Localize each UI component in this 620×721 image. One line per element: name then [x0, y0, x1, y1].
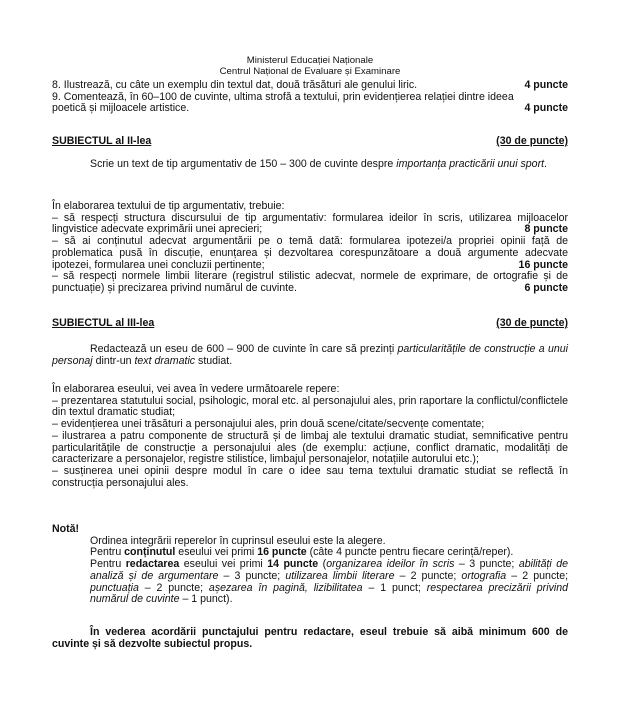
criterion-3-points: 6 puncte	[524, 281, 568, 294]
subject-2-task: Scrie un text de tip argumentativ de 150 – 300 de cuvinte despre importanța practicării unui sport.	[90, 158, 547, 170]
item-8-number: 8.	[52, 79, 61, 91]
item-9	[52, 92, 568, 115]
subject-2-title: SUBIECTUL al II-lea (30 de puncte)	[52, 135, 568, 147]
note-redaction: Pentru redactarea eseului vei primi 14 puncte (organizarea ideilor în scris – 3 puncte; abilități de analiză și de argumentare – 3 puncte; utilizarea limbii literare – 2 puncte; ortografia – 2 puncte; punctuația – 2 puncte; așezarea în pagină, lizibilitatea – 1 punct; respectarea precizării privind numărul de cuvinte – 1 punct).	[90, 558, 569, 606]
criterion-3-text: – să respecți normele limbii literare (registrul stilistic adecvat, normele de exprimare, de ortografie și de punctuație) și precizarea privind numărul de cuvinte.	[52, 270, 568, 294]
subject-2-intro: În elaborarea textului de tip argumentativ, trebuie:	[52, 200, 285, 212]
subject-3-intro: În elaborarea eseului, vei avea în vedere următoarele repere:	[52, 383, 340, 395]
final-note: În vederea acordării punctajului pentru redactare, eseul trebuie să aibă minimum 600 de cuvinte și să dezvolte subiectul propus.	[52, 626, 568, 650]
ministry-name: Ministerul Educației Naționale	[246, 55, 374, 66]
subject-3-guidelines	[52, 384, 568, 489]
criterion-1-text: – să respecți structura discursului de tip argumentativ: formularea ideilor în scris, utilizarea mijloacelor lingvistice adecvate exprimării unei aprecieri;	[52, 211, 568, 236]
subject-2-topic: importanța practicării unui sport	[396, 158, 545, 170]
guideline-2: – evidențierea unei trăsături a personajului ales, prin două scene/citate/secvențe comentate;	[52, 418, 485, 431]
items-list	[52, 80, 568, 115]
notes-section	[52, 524, 568, 606]
criterion-1-points: 8 puncte	[524, 223, 568, 236]
item-9-points: 4 puncte	[524, 102, 568, 115]
subject-3-title: SUBIECTUL al III-lea (30 de puncte)	[52, 317, 568, 329]
note-order: Ordinea integrării reperelor în cuprinsul eseului este la alegere.	[90, 534, 386, 547]
item-9-text-cont: poetică și mijloacele artistice.	[52, 102, 190, 115]
item-8-text: Ilustrează, cu câte un exemplu din textul dat, două trăsături ale genului liric.	[63, 79, 418, 91]
item-9-text: Comentează, în 60–100 de cuvinte, ultima strofă a textului, prin evidențierea relației dintre ideea	[63, 90, 514, 103]
subject-2-points: (30 de puncte)	[496, 135, 568, 147]
evaluation-center-name: Centrul Național de Evaluare și Examinare	[219, 65, 401, 77]
item-8-points: 4 puncte	[524, 79, 568, 91]
subject-2-criteria	[52, 201, 568, 295]
item-9-number: 9.	[52, 90, 61, 103]
criterion-2-points: 16 puncte	[518, 258, 568, 271]
guideline-1: – prezentarea statutului social, psihologic, moral etc. al personajului ales, prin raportare la conflictul/conflictele din textul dramatic studiat;	[52, 394, 568, 419]
subject-3-points: (30 de puncte)	[496, 317, 568, 329]
note-content: Pentru conținutul eseului vei primi 16 puncte (câte 4 puncte pentru fiecare cerință/reper).	[90, 546, 514, 559]
guideline-3: – ilustrarea a patru componente de structură și de limbaj ale textului dramatic studiat, semnificative pentru particularitățile de construcție a personajului ales (de exemplu: acțiune, conflict dramatic, modalități de caracterizare a personajelor, registre stilistice, limbajul personajelor, notațiile autorului etc.);	[52, 429, 568, 466]
notes-title: Notă!	[52, 523, 80, 535]
subject-3-task: Redactează un eseu de 600 – 900 de cuvinte în care să prezinți particularitățile de construcție a unui personaj dintr-un text dramatic studiat.	[52, 343, 568, 367]
page-header	[52, 56, 568, 77]
guideline-4: – susținerea unei opinii despre modul în care o idee sau tema textului dramatic studiat se reflectă în construcția personajului ales.	[52, 464, 568, 489]
criterion-2-text: – să ai conținutul adecvat argumentării pe o temă dată: formularea ipotezei/a propriei opinii față de problematica pusă în discuție, enunțarea și dezvoltarea corespunzătoare a două argumente adecvate ipotezei, formularea unei concluzii pertinente;	[52, 235, 568, 271]
